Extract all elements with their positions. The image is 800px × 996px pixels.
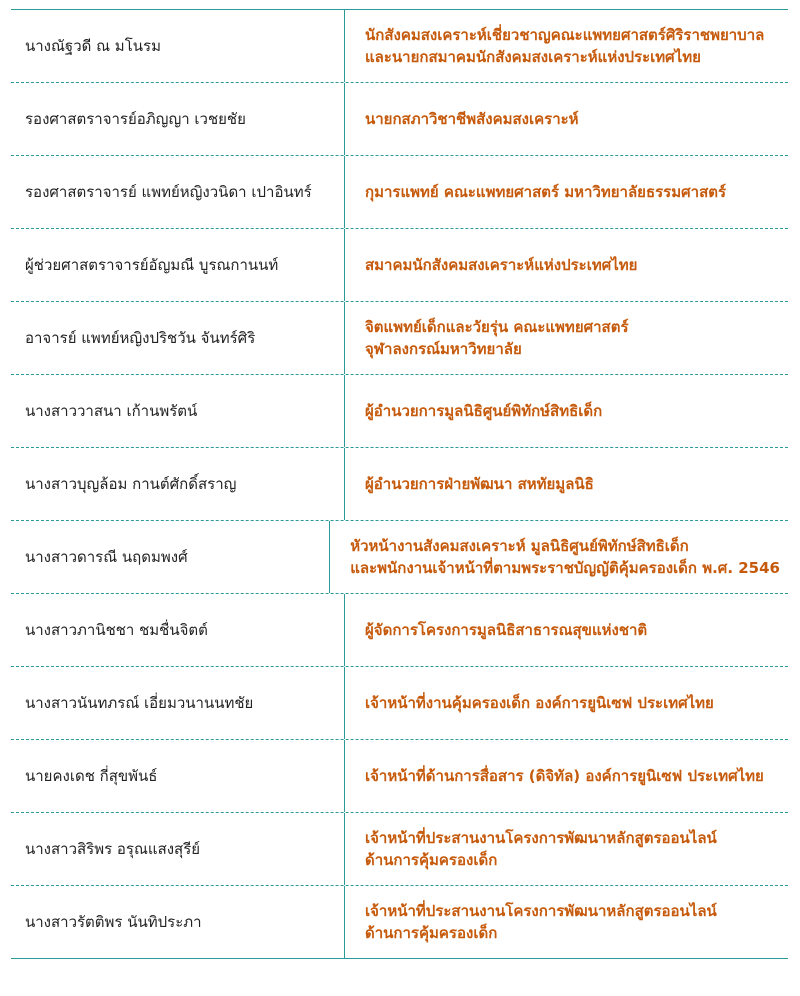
table-row xyxy=(11,521,788,594)
role-line: จุฬาลงกรณ์มหาวิทยาลัย xyxy=(365,340,522,358)
role-line: ผู้จัดการโครงการมูลนิธิสาธารณสุขแห่งชาติ xyxy=(365,620,648,639)
person-name: รองศาสตราจารย์อภิญญา เวชยชัย xyxy=(11,83,345,155)
person-role xyxy=(345,448,788,520)
table-row xyxy=(11,813,788,886)
person-name: นางสาวภานิชชา ชมชื่นจิตต์ xyxy=(11,594,345,666)
person-name: นางณัฐวดี ณ มโนรม xyxy=(11,10,345,82)
person-role xyxy=(345,375,788,447)
person-name: นางสาวดารณี นฤดมพงศ์ xyxy=(11,521,330,593)
person-role xyxy=(345,813,788,885)
table-row xyxy=(11,229,788,302)
role-line: ผู้อำนวยการมูลนิธิศูนย์พิทักษ์สิทธิเด็ก xyxy=(365,401,603,420)
role-line: เจ้าหน้าที่ประสานงานโครงการพัฒนาหลักสูตรออนไลน์ xyxy=(365,901,717,920)
person-role xyxy=(345,156,788,228)
person-role xyxy=(345,740,788,812)
person-name: นางสาววาสนา เก้านพรัตน์ xyxy=(11,375,345,447)
role-line: เจ้าหน้าที่งานคุ้มครองเด็ก องค์การยูนิเซฟ ประเทศไทย xyxy=(365,693,714,712)
table-row xyxy=(11,375,788,448)
role-line: กุมารแพทย์ คณะแพทยศาสตร์ มหาวิทยาลัยธรรมศาสตร์ xyxy=(365,182,727,201)
table-row xyxy=(11,156,788,229)
role-line: จิตแพทย์เด็กและวัยรุ่น คณะแพทยศาสตร์ xyxy=(365,317,629,336)
person-name: นางสาวนันทภรณ์ เอี่ยมวนานนทชัย xyxy=(11,667,345,739)
person-name: นายคงเดช กี่สุขพันธ์ xyxy=(11,740,345,812)
table-row xyxy=(11,886,788,959)
table-row xyxy=(11,448,788,521)
table-row xyxy=(11,667,788,740)
role-line: นักสังคมสงเคราะห์เชี่ยวชาญคณะแพทยศาสตร์ศิริราชพยาบาล xyxy=(365,25,765,44)
person-name: ผู้ช่วยศาสตราจารย์อัญมณี บูรณกานนท์ xyxy=(11,229,345,301)
role-line: นายกสภาวิชาชีพสังคมสงเคราะห์ xyxy=(365,109,579,128)
table-row xyxy=(11,740,788,813)
table-row xyxy=(11,302,788,375)
person-role xyxy=(345,83,788,155)
person-role xyxy=(330,521,788,593)
table-row xyxy=(11,594,788,667)
role-line: และนายกสมาคมนักสังคมสงเคราะห์แห่งประเทศไทย xyxy=(365,48,701,66)
person-role xyxy=(345,667,788,739)
person-role xyxy=(345,886,788,958)
person-role xyxy=(345,594,788,666)
person-name: นางสาวบุญล้อม กานต์ศักดิ์สราญ xyxy=(11,448,345,520)
role-line: ด้านการคุ้มครองเด็ก xyxy=(365,924,498,942)
person-name: นางสาวสิริพร อรุณแสงสุรีย์ xyxy=(11,813,345,885)
role-line: ผู้อำนวยการฝ่ายพัฒนา สหทัยมูลนิธิ xyxy=(365,474,594,493)
table-row xyxy=(11,10,788,83)
role-line: หัวหน้างานสังคมสงเคราะห์ มูลนิธิศูนย์พิทักษ์สิทธิเด็ก xyxy=(350,536,689,555)
role-line: และพนักงานเจ้าหน้าที่ตามพระราชบัญญัติคุ้มครองเด็ก พ.ศ. 2546 xyxy=(350,559,780,577)
person-name: รองศาสตราจารย์ แพทย์หญิงวนิดา เปาอินทร์ xyxy=(11,156,345,228)
person-role xyxy=(345,10,788,82)
table-row xyxy=(11,83,788,156)
committee-table xyxy=(11,9,788,959)
person-name: นางสาวรัตติพร นันทิประภา xyxy=(11,886,345,958)
role-line: สมาคมนักสังคมสงเคราะห์แห่งประเทศไทย xyxy=(365,255,638,274)
role-line: เจ้าหน้าที่ประสานงานโครงการพัฒนาหลักสูตรออนไลน์ xyxy=(365,828,717,847)
role-line: ด้านการคุ้มครองเด็ก xyxy=(365,851,498,869)
role-line: เจ้าหน้าที่ด้านการสื่อสาร (ดิจิทัล) องค์การยูนิเซฟ ประเทศไทย xyxy=(365,766,764,785)
person-role xyxy=(345,229,788,301)
person-name: อาจารย์ แพทย์หญิงปริชวัน จันทร์ศิริ xyxy=(11,302,345,374)
person-role xyxy=(345,302,788,374)
